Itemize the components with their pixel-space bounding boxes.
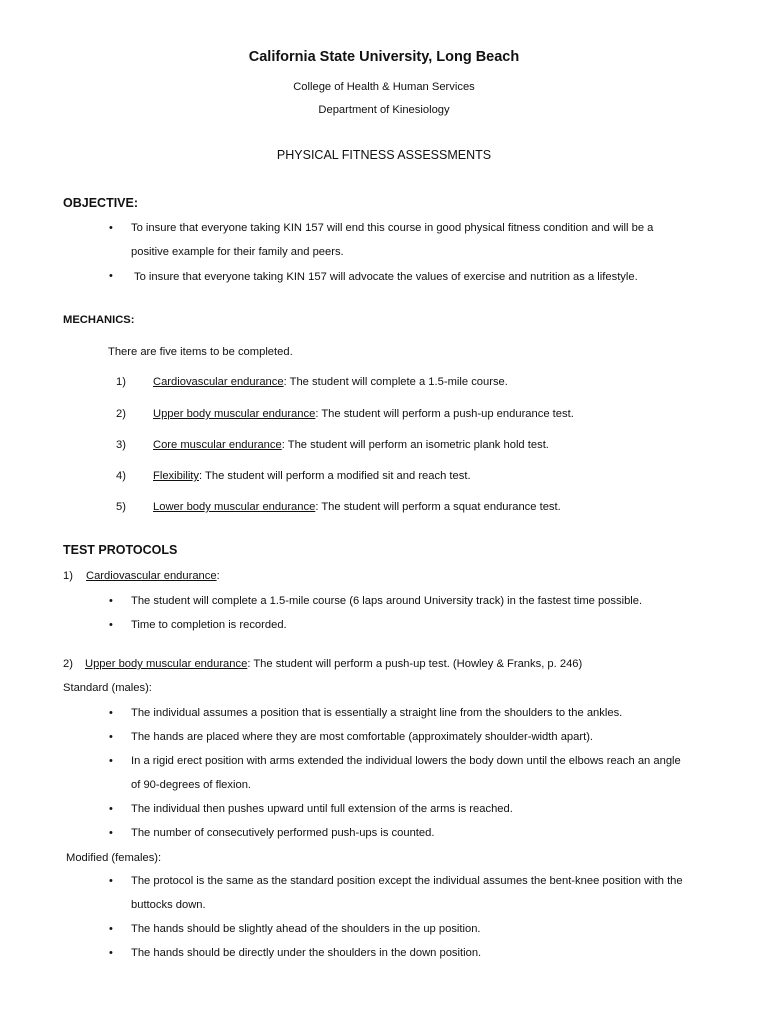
protocol-1-number: 1) [63, 570, 73, 582]
mechanics-item-number: 5) [116, 501, 126, 513]
protocol-2-label: Upper body muscular endurance [85, 658, 248, 670]
bullet-icon: • [109, 923, 113, 935]
objective-bullet-2: To insure that everyone taking KIN 157 will advocate the values of exercise and nutrition as a lifestyle. [134, 271, 638, 283]
standard-bullet-3-line-2: of 90-degrees of flexion. [131, 779, 252, 791]
mechanics-heading: MECHANICS: [63, 314, 135, 326]
mechanics-item-number: 2) [116, 408, 126, 420]
mechanics-item-label: Flexibility [153, 470, 200, 482]
mechanics-item-5 [153, 501, 561, 513]
protocol-2-number: 2) [63, 658, 73, 670]
standard-males-label: Standard (males): [63, 682, 152, 694]
bullet-icon: • [109, 803, 113, 815]
mechanics-item-text: : The student will perform a push-up endurance test. [315, 408, 574, 420]
bullet-icon: • [109, 947, 113, 959]
mechanics-item-label: Cardiovascular endurance [153, 376, 284, 388]
objective-bullet-1-line-2: positive example for their family and peers. [131, 246, 344, 258]
modified-bullet-3: The hands should be directly under the shoulders in the down position. [131, 947, 482, 959]
department-name: Department of Kinesiology [318, 104, 450, 116]
mechanics-item-3 [153, 439, 549, 451]
mechanics-item-4 [153, 470, 471, 482]
protocol-1-bullet-1: The student will complete a 1.5-mile course (6 laps around University track) in the fastest time possible. [131, 595, 643, 607]
university-title: California State University, Long Beach [248, 49, 520, 65]
bullet-icon: • [109, 270, 113, 282]
protocol-1-suffix: : [216, 570, 220, 582]
bullet-icon: • [109, 707, 113, 719]
mechanics-item-label: Upper body muscular endurance [153, 408, 316, 420]
bullet-icon: • [109, 731, 113, 743]
mechanics-item-label: Core muscular endurance [153, 439, 282, 451]
modified-bullet-2: The hands should be slightly ahead of the shoulders in the up position. [131, 923, 481, 935]
protocol-1-title [86, 570, 220, 582]
standard-bullet-4: The individual then pushes upward until full extension of the arms is reached. [131, 803, 513, 815]
college-name: College of Health & Human Services [293, 81, 475, 93]
mechanics-item-number: 3) [116, 439, 126, 451]
bullet-icon: • [109, 875, 113, 887]
mechanics-item-text: : The student will perform a modified sit and reach test. [199, 470, 471, 482]
bullet-icon: • [109, 827, 113, 839]
mechanics-item-text: : The student will perform a squat endurance test. [315, 501, 561, 513]
standard-bullet-1: The individual assumes a position that is essentially a straight line from the shoulders to the ankles. [131, 707, 623, 719]
document-title: PHYSICAL FITNESS ASSESSMENTS [276, 148, 492, 162]
modified-bullet-1-line-1: The protocol is the same as the standard position except the individual assumes the bent-knee position with the [131, 875, 683, 887]
test-protocols-heading: TEST PROTOCOLS [63, 543, 178, 557]
protocol-1-bullet-2: Time to completion is recorded. [131, 619, 287, 631]
mechanics-item-text: : The student will perform an isometric plank hold test. [281, 439, 549, 451]
standard-bullet-5: The number of consecutively performed push-ups is counted. [131, 827, 435, 839]
modified-bullet-1-line-2: buttocks down. [131, 899, 206, 911]
standard-bullet-2: The hands are placed where they are most comfortable (approximately shoulder-width apart). [131, 731, 594, 743]
mechanics-item-1 [153, 376, 508, 388]
bullet-icon: • [109, 619, 113, 631]
mechanics-item-label: Lower body muscular endurance [153, 501, 316, 513]
mechanics-item-2 [153, 408, 574, 420]
modified-females-label: Modified (females): [66, 852, 162, 864]
mechanics-item-number: 1) [116, 376, 126, 388]
objective-heading: OBJECTIVE: [63, 196, 139, 210]
protocol-2-title [85, 658, 582, 670]
mechanics-intro: There are five items to be completed. [108, 346, 293, 358]
objective-bullet-1-line-1: To insure that everyone taking KIN 157 will end this course in good physical fitness condition and will be a [131, 222, 654, 234]
protocol-2-suffix: : The student will perform a push-up test. (Howley & Franks, p. 246) [247, 658, 583, 670]
mechanics-item-number: 4) [116, 470, 126, 482]
mechanics-item-text: : The student will complete a 1.5-mile course. [283, 376, 508, 388]
bullet-icon: • [109, 755, 113, 767]
standard-bullet-3-line-1: In a rigid erect position with arms extended the individual lowers the body down until the elbows reach an angle [131, 755, 681, 767]
bullet-icon: • [109, 595, 113, 607]
protocol-1-label: Cardiovascular endurance [86, 570, 217, 582]
bullet-icon: • [109, 222, 113, 234]
